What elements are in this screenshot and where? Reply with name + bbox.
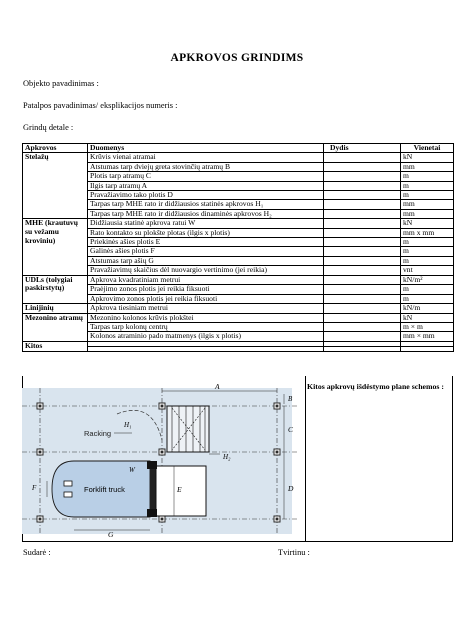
unit-cell: kN/m xyxy=(401,303,454,313)
data-description-cell: Atstumas tarp dviejų greta stovinčių atramų B xyxy=(88,162,324,171)
c-label: C xyxy=(288,425,294,434)
unit-cell: m xyxy=(401,181,454,190)
f-label: F xyxy=(32,484,37,492)
e-label: E xyxy=(177,485,182,494)
unit-cell: kN xyxy=(401,313,454,322)
data-description-cell: Praėjimo zonos plotis jei reikia fiksuoti xyxy=(88,285,324,294)
value-cell[interactable] xyxy=(324,162,401,171)
approved-by-label: Tvirtinu : xyxy=(278,548,310,557)
value-cell[interactable] xyxy=(324,332,401,341)
racking-block xyxy=(167,406,209,452)
column-core xyxy=(161,405,164,408)
table-row xyxy=(23,153,454,162)
data-description-cell: Kolonos atraminio pado matmenys (ilgis x plotis) xyxy=(88,332,324,341)
unit-cell: mm xyxy=(401,209,454,218)
data-description-cell: Tarpas tarp kolonų centrų xyxy=(88,323,324,332)
unit-cell: m xyxy=(401,285,454,294)
table-header-row xyxy=(23,144,454,153)
value-cell[interactable] xyxy=(324,256,401,265)
data-description-cell: Pravažiavimų skaičius dėl nuovargio vertinimo (jei reikia) xyxy=(88,266,324,275)
floor-detail-label: Grindų detale : xyxy=(23,123,74,132)
room-name-label: Patalpos pavadinimas/ eksplikacijos numeris : xyxy=(23,101,178,110)
unit-cell: m xyxy=(401,247,454,256)
table-row xyxy=(23,200,454,209)
unit-cell: m xyxy=(401,256,454,265)
value-cell[interactable] xyxy=(324,303,401,313)
value-cell[interactable] xyxy=(324,323,401,332)
unit-cell: m xyxy=(401,172,454,181)
table-header-cell: Vienetai xyxy=(401,144,454,153)
column-core xyxy=(276,405,279,408)
table-header-cell: Apkrovos xyxy=(23,144,88,153)
prepared-by-label: Sudarė : xyxy=(23,548,51,557)
column-core xyxy=(39,518,42,521)
data-description-cell: Plotis tarp atramų C xyxy=(88,172,324,181)
value-cell[interactable] xyxy=(324,209,401,218)
data-description-cell xyxy=(88,346,324,351)
data-description-cell: Ilgis tarp atramų A xyxy=(88,181,324,190)
data-description-cell: Apkrovimo zonos plotis jei reikia fiksuoti xyxy=(88,294,324,303)
unit-cell: kN/m² xyxy=(401,275,454,284)
value-cell[interactable] xyxy=(324,181,401,190)
unit-cell: mm x mm xyxy=(401,228,454,237)
value-cell[interactable] xyxy=(324,313,401,322)
unit-cell: kN xyxy=(401,153,454,162)
table-row xyxy=(23,303,454,313)
rear-wheel-bottom xyxy=(64,492,72,497)
data-description-cell: Krūvis vienai atramai xyxy=(88,153,324,162)
racking-label: Racking xyxy=(84,429,112,438)
h2-label: H₂ xyxy=(223,453,231,461)
loads-table xyxy=(22,143,454,352)
value-cell[interactable] xyxy=(324,219,401,228)
data-description-cell: Tarpas tarp MHE rato ir didžiausios statinės apkrovos H₁ xyxy=(88,200,324,209)
unit-cell: mm xyxy=(401,200,454,209)
table-row xyxy=(23,256,454,265)
column-core xyxy=(276,518,279,521)
section-label: UDLs (tolygiai paskirstytų) xyxy=(23,275,88,303)
data-description-cell: Galinės ašies plotis F xyxy=(88,247,324,256)
value-cell[interactable] xyxy=(324,153,401,162)
table-row xyxy=(23,172,454,181)
column-core xyxy=(276,451,279,454)
diagram-divider xyxy=(305,376,306,542)
b-label: B xyxy=(288,395,293,403)
data-description-cell: Apkrova tiesiniam metrui xyxy=(88,303,324,313)
column-core xyxy=(161,518,164,521)
table-row xyxy=(23,228,454,237)
value-cell[interactable] xyxy=(324,247,401,256)
table-row xyxy=(23,275,454,284)
h1-label: H₁ xyxy=(124,421,132,429)
column-core xyxy=(161,451,164,454)
section-label: Linijinių xyxy=(23,303,88,313)
table-row xyxy=(23,191,454,200)
table-row xyxy=(23,294,454,303)
table-row xyxy=(23,332,454,341)
rear-wheel-top xyxy=(64,481,72,486)
floor-load-diagram xyxy=(22,380,304,542)
section-label: Kitos xyxy=(23,341,88,351)
data-description-cell: Mezonino kolonos krūvis plokštei xyxy=(88,313,324,322)
front-wheel-bottom xyxy=(147,509,157,517)
value-cell[interactable] xyxy=(324,228,401,237)
value-cell[interactable] xyxy=(324,200,401,209)
table-row xyxy=(23,266,454,275)
page-title: APKROVOS GRINDIMS xyxy=(170,52,304,64)
table-row xyxy=(23,162,454,171)
data-description-cell: Priekinės ašies plotis E xyxy=(88,238,324,247)
data-description-cell: Tarpas tarp MHE rato ir didžiausios dinaminės apkrovos H₂ xyxy=(88,209,324,218)
data-description-cell: Pravažiavimo tako plotis D xyxy=(88,191,324,200)
data-description-cell: Atstumas tarp ašių G xyxy=(88,256,324,265)
unit-cell: m xyxy=(401,191,454,200)
unit-cell: m xyxy=(401,294,454,303)
unit-cell: m xyxy=(401,238,454,247)
table-row xyxy=(23,238,454,247)
object-name-label: Objekto pavadinimas : xyxy=(23,79,99,88)
value-cell[interactable] xyxy=(324,275,401,284)
column-core xyxy=(39,451,42,454)
unit-cell xyxy=(401,346,454,351)
table-header-cell: Dydis xyxy=(324,144,401,153)
table-row xyxy=(23,181,454,190)
unit-cell: vnt xyxy=(401,266,454,275)
table-row xyxy=(23,285,454,294)
a-label: A xyxy=(215,382,220,391)
value-cell[interactable] xyxy=(324,346,401,351)
schema-note: Kitos apkrovų išdėstymo plane schemos : xyxy=(307,382,444,391)
table-row xyxy=(23,323,454,332)
table-row xyxy=(23,313,454,322)
table-row xyxy=(23,219,454,228)
unit-cell: mm xyxy=(401,162,454,171)
data-description-cell: Rato kontakto su plokšte plotas (ilgis x plotis) xyxy=(88,228,324,237)
data-description-cell: Apkrova kvadratiniam metrui xyxy=(88,275,324,284)
unit-cell: kN xyxy=(401,219,454,228)
section-label: Mezonino atramų xyxy=(23,313,88,341)
value-cell[interactable] xyxy=(324,238,401,247)
table-row xyxy=(23,209,454,218)
table-row xyxy=(23,247,454,256)
value-cell[interactable] xyxy=(324,294,401,303)
g-label: G xyxy=(108,530,114,539)
section-label: MHE (krautuvų su vežamu kroviniu) xyxy=(23,219,88,275)
d-label: D xyxy=(288,484,294,493)
section-label: Stelažų xyxy=(23,153,88,219)
table-row xyxy=(23,346,454,351)
data-description-cell: Didžiausia statinė apkrova ratui W xyxy=(88,219,324,228)
column-core xyxy=(39,405,42,408)
table-header-cell: Duomenys xyxy=(88,144,324,153)
unit-cell: mm × mm xyxy=(401,332,454,341)
forklift-label: Forklift truck xyxy=(84,485,125,494)
value-cell[interactable] xyxy=(324,285,401,294)
value-cell[interactable] xyxy=(324,266,401,275)
value-cell[interactable] xyxy=(324,191,401,200)
unit-cell: m × m xyxy=(401,323,454,332)
w-label: W xyxy=(129,466,135,474)
front-wheel-top xyxy=(147,461,157,469)
value-cell[interactable] xyxy=(324,172,401,181)
